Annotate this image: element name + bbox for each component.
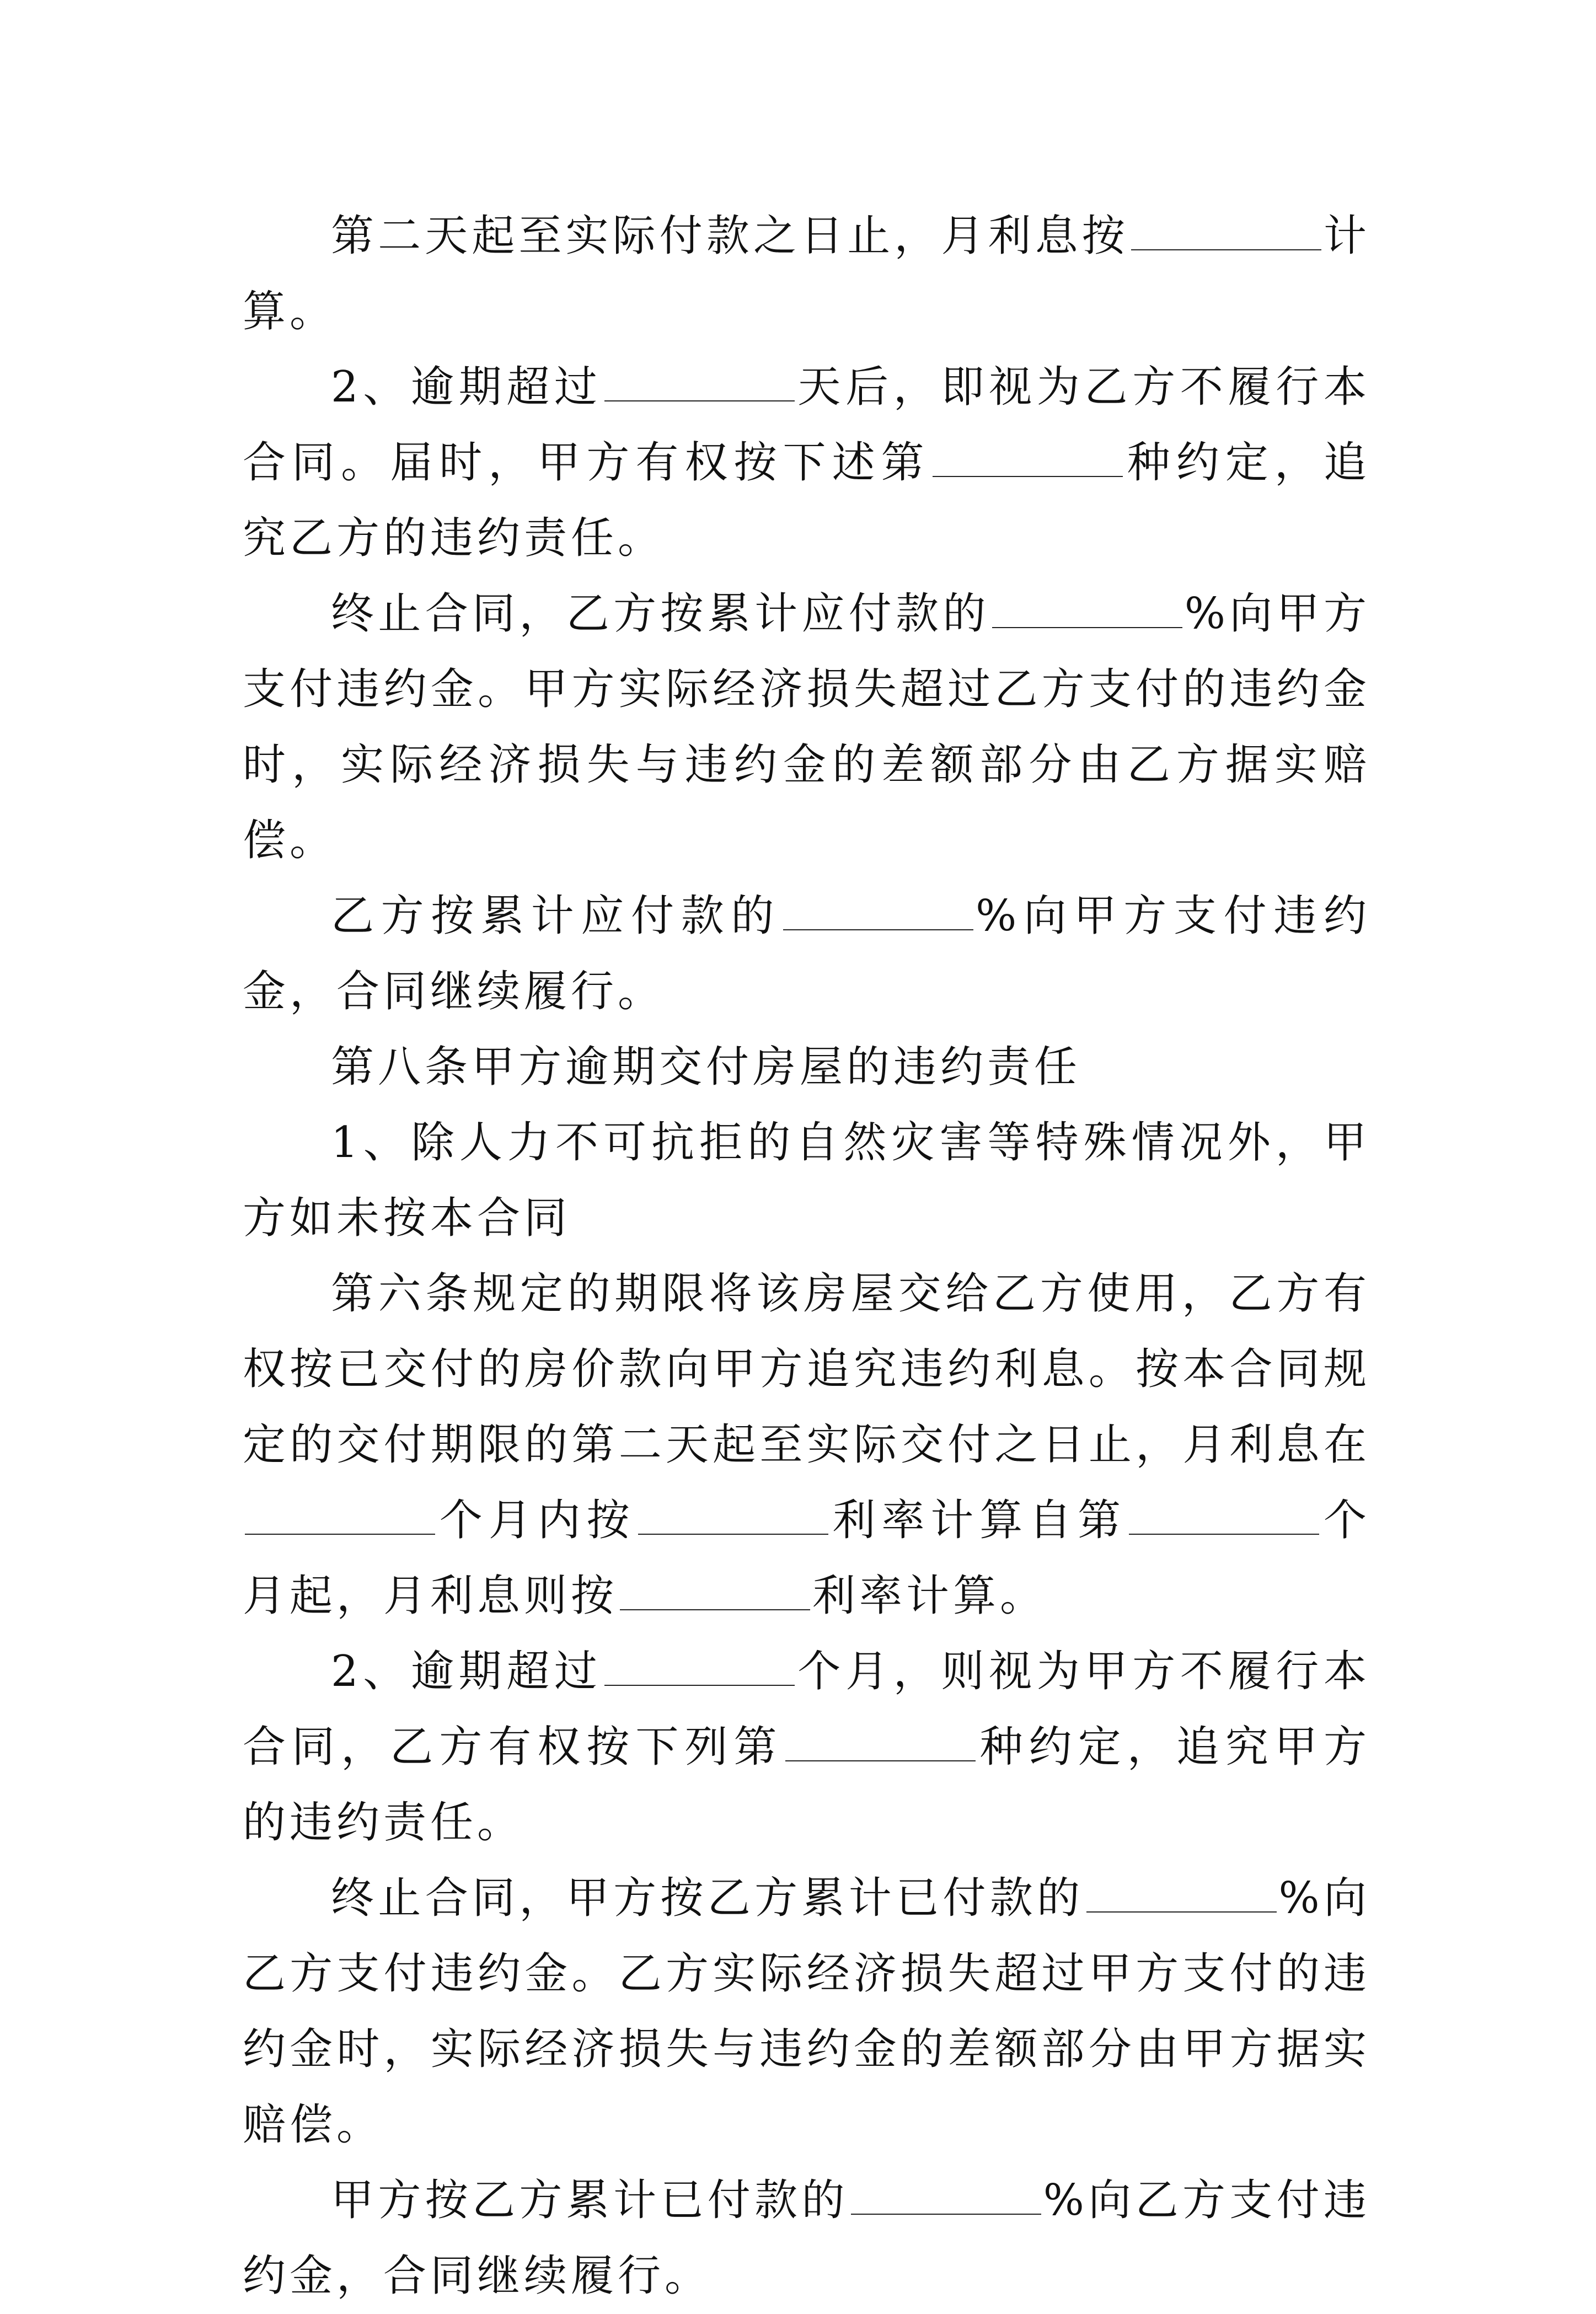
paragraph-text: 利率计算自第 (830, 1496, 1127, 1545)
paragraph-text: %向甲方支付违约金。甲方实际经济损失超过乙方支付的违约金时，实际经济损失与违约金的差额部分由乙方据实赔偿。 (243, 589, 1370, 865)
paragraph-text: 甲方按乙方累计已付款的 (331, 2176, 849, 2225)
paragraph-text: 个月内按 (437, 1496, 636, 1545)
paragraph-text: %向乙方支付违约金。乙方实际经济损失超过甲方支付的违约金时，实际经济损失与违约金的差额部分由甲方据实赔偿。 (243, 1873, 1370, 2150)
paragraph-text: 天后，即视为乙方不履行本合同。届时，甲方有权按下述第 (243, 362, 1370, 488)
document-body (243, 199, 1370, 2314)
paragraph-text: %向乙方支付违约金，合同继续履行。 (243, 2176, 1370, 2301)
paragraph-p1 (243, 199, 1370, 350)
paragraph-text: 第六条规定的期限将该房屋交给乙方使用，乙方有权按已交付的房价款向甲方追究违约利息。按本合同规定的交付期限的第二天起至实际交付之日止，月利息在 (243, 1269, 1370, 1470)
paragraph-p10 (243, 2163, 1370, 2314)
paragraph-p8 (243, 1634, 1370, 1861)
paragraph-text: 终止合同，乙方按累计应付款的 (331, 589, 990, 639)
paragraph-text: 第八条甲方逾期交付房屋的违约责任 (331, 1042, 1081, 1092)
fill-in-blank (245, 1533, 435, 1535)
paragraph-p2 (243, 350, 1370, 576)
fill-in-blank (783, 928, 973, 930)
fill-in-blank (638, 1533, 828, 1535)
paragraph-text: 2、逾期超过 (331, 1647, 602, 1696)
paragraph-text: 乙方按累计应付款的 (331, 891, 781, 941)
paragraph-text: 终止合同，甲方按乙方累计已付款的 (331, 1873, 1084, 1923)
fill-in-blank (785, 1759, 976, 1761)
fill-in-blank (851, 2213, 1041, 2215)
paragraph-text: 个月起，月利息则按 (243, 1496, 1370, 1621)
fill-in-blank (1131, 248, 1321, 250)
paragraph-p7 (243, 1256, 1370, 1634)
paragraph-text: 1、除人力不可抗拒的自然灾害等特殊情况外，甲方如未按本合同 (243, 1118, 1370, 1243)
paragraph-p9 (243, 1861, 1370, 2163)
paragraph-text: 利率计算。 (812, 1571, 1047, 1621)
paragraph-p6 (243, 1105, 1370, 1256)
paragraph-text: 2、逾期超过 (331, 362, 602, 412)
fill-in-blank (1086, 1910, 1277, 1913)
paragraph-p3 (243, 576, 1370, 879)
paragraph-text: 种约定，追究甲方的违约责任。 (243, 1722, 1370, 1847)
fill-in-blank (604, 1684, 795, 1686)
fill-in-blank (933, 475, 1123, 477)
paragraph-p4 (243, 879, 1370, 1030)
paragraph-text: %向甲方支付违约金，合同继续履行。 (243, 891, 1370, 1016)
paragraph-text: 计算。 (243, 211, 1370, 336)
fill-in-blank (604, 399, 795, 401)
paragraph-text: 个月，则视为甲方不履行本合同，乙方有权按下列第 (243, 1647, 1370, 1772)
fill-in-blank (620, 1608, 810, 1610)
paragraph-text: 种约定，追究乙方的违约责任。 (243, 438, 1370, 563)
fill-in-blank (992, 626, 1182, 628)
paragraph-text: 第二天起至实际付款之日止，月利息按 (331, 211, 1129, 261)
paragraph-p5 (243, 1030, 1370, 1105)
fill-in-blank (1129, 1533, 1319, 1535)
